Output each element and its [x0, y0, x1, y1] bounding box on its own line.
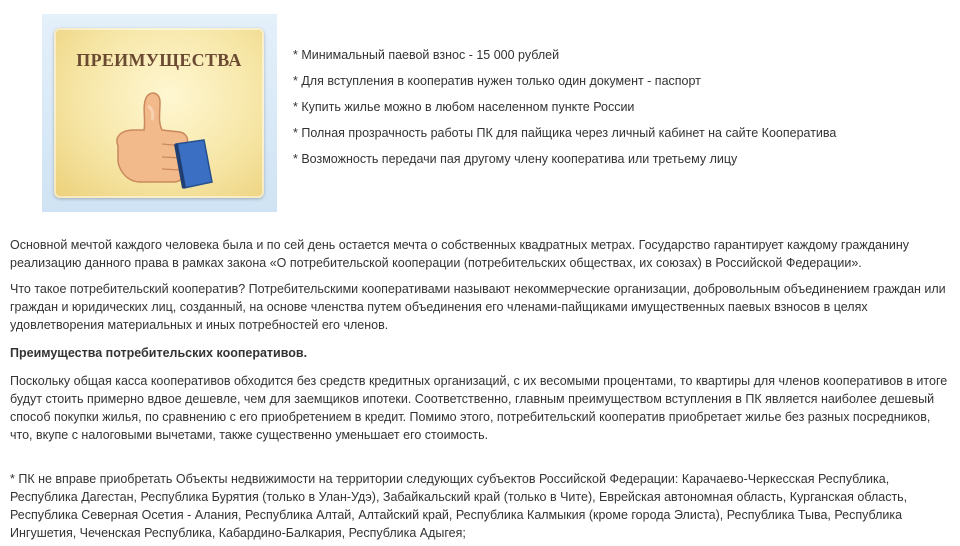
footnote: * ПК не вправе приобретать Объекты недвижимости на территории следующих субъектов Российской Федерации: Карачаево-Черкесская Республика, Республика Дагестан, Республика Бурятия (только в Улан-Удэ), Забайкальский край (только в Чите), Еврейская автономная область, Курганская область, Республика Северная Осетия - Алания, Республика Алтай, Алтайский край, Республика Калмыкия (кроме города Элиста), Республика Тыва, Республика Ингушетия, Чеченская Республика, Кабардино-Балкария, Республика Адыгея; [10, 472, 908, 540]
benefit-item: * Для вступления в кооператив нужен только один документ - паспорт [293, 74, 701, 88]
benefit-item: * Возможность передачи пая другому члену кооператива или третьему лицу [293, 152, 738, 166]
benefit-item: * Полная прозрачность работы ПК для пайщика через личный кабинет на сайте Кооператива [293, 126, 837, 140]
intro-paragraph: Основной мечтой каждого человека была и по сей день остается мечта о собственных квадратных метрах. Государство гарантирует каждому гражданину реализацию данного права в рамках закона «О потребительской кооперации (потребительских обществах, их союзах) в Российской Федерации». [10, 238, 909, 270]
thumbs-up-icon [100, 86, 220, 196]
banner-title: ПРЕИМУЩЕСТВА [76, 50, 242, 70]
article-body [10, 236, 955, 452]
banner-card [54, 28, 264, 198]
benefit-item: * Минимальный паевой взнос - 15 000 рублей [293, 48, 560, 62]
section-heading: Преимущества потребительских кооперативов. [10, 346, 308, 360]
advantages-paragraph: Поскольку общая касса кооперативов обходится без средств кредитных организаций, с их весомыми процентами, то квартиры для членов кооперативов в итоге будут стоить примерно вдвое дешевле, чем для заемщиков ипотеки. Соответственно, главным преимуществом вступления в ПК является наиболее дешевый способ покупки жилья, по сравнению с его приобретением в кредит. Помимо этого, потребительский кооператив приобретает жилье без разных посредников, что, вкупе с налоговыми вычетами, также существенно уменьшает его стоимость. [10, 374, 948, 442]
benefit-item: * Купить жилье можно в любом населенном пункте России [293, 100, 635, 114]
benefits-list [293, 46, 836, 176]
advantages-banner [42, 14, 277, 212]
definition-paragraph: Что такое потребительский кооператив? Потребительскими кооперативами называют некоммерческие организации, добровольным объединением граждан или граждан и юридических лиц, созданный, на основе членства путем объединения его членами-пайщиками имущественных паевых взносов в целях удовлетворения материальных и иных потребностей его членов. [10, 282, 946, 332]
